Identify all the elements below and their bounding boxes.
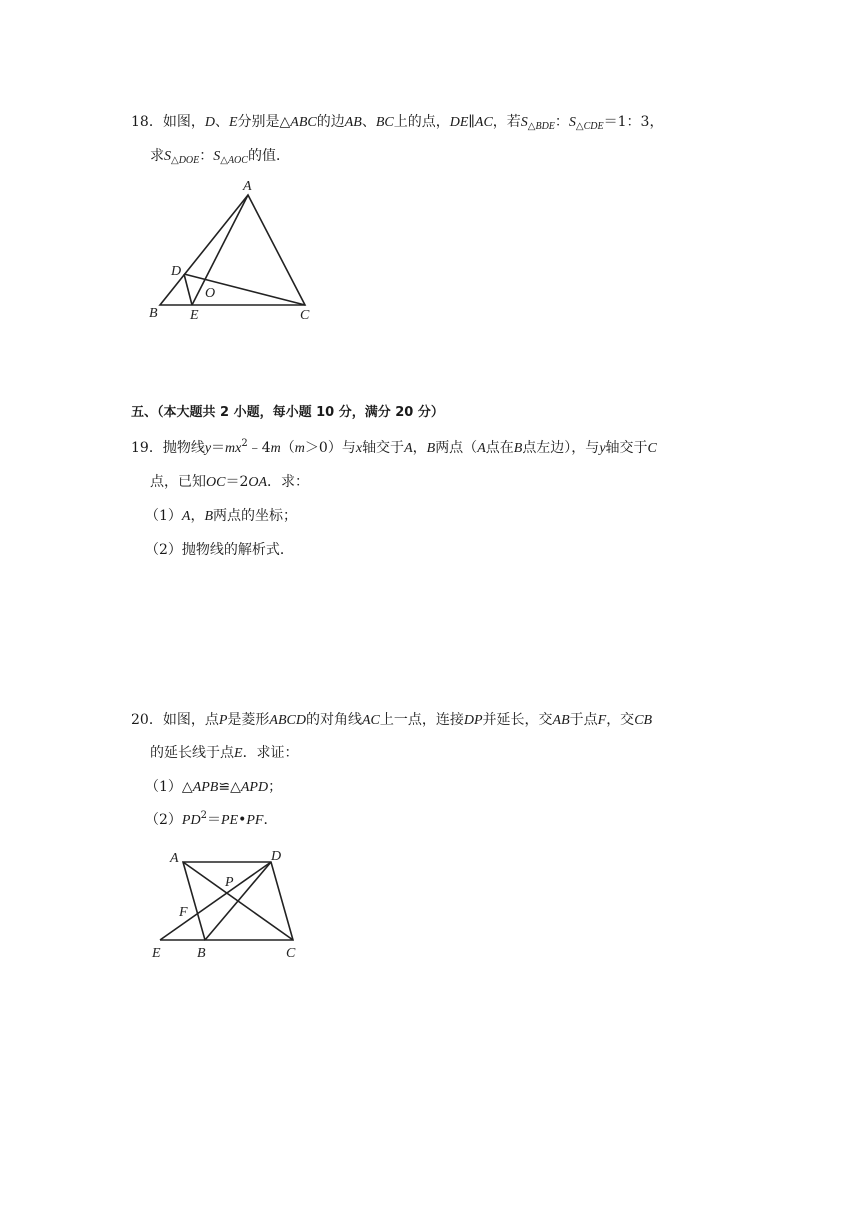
- q18-line-1: 18．如图，D、E分别是△ABC的边AB、BC上的点，DE∥AC，若$S_{\triangle BDE}$：$S_{\triangle CDE}=1$：3，: [131, 114, 664, 132]
- label-e: E: [152, 946, 161, 961]
- label-c: C: [286, 946, 296, 961]
- section-5-heading: 五、（本大题共 2 小题，每小题 10 分，满分 20 分）: [131, 405, 444, 420]
- label-a: A: [243, 179, 252, 194]
- label-c: C: [300, 308, 310, 323]
- q20-number: 20．: [131, 712, 163, 728]
- q20-part-1: （1）△APB≌△APD；: [145, 779, 283, 795]
- q19-number: 19．: [131, 440, 163, 456]
- label-o: O: [205, 286, 216, 301]
- q20-line-1: 20．如图，点P是菱形ABCD的对角线AC上一点，连接DP并延长，交AB于点F，交CB: [131, 712, 653, 728]
- label-b: B: [197, 946, 206, 961]
- q19-line-2: 点，已知OC＝2OA．求：: [150, 474, 310, 490]
- q18-number: 18．: [131, 114, 163, 130]
- label-e: E: [190, 308, 199, 323]
- q19-part-1: （1）A，B两点的坐标；: [145, 508, 298, 524]
- label-b: B: [149, 306, 158, 321]
- label-d: D: [271, 849, 282, 864]
- label-p: P: [225, 875, 234, 890]
- q20-line-2: 的延长线于点E．求证：: [150, 745, 299, 761]
- q19-part-2: （2）抛物线的解析式．: [145, 542, 294, 558]
- label-a: A: [170, 851, 179, 866]
- q20-part-2: $(2)PD^2=PE•PF$．: [145, 810, 278, 828]
- label-d: D: [171, 264, 182, 279]
- q19-line-1: 19．抛物线$y=mx^2﹣4m(m>0)$与x轴交于A，B两点（A点在B点左边），与y轴交于C: [131, 438, 657, 456]
- label-f: F: [179, 905, 188, 920]
- q18-line-2: 求$S_{\triangle DOE}$：$S_{\triangle AOC}$的值．: [150, 148, 290, 166]
